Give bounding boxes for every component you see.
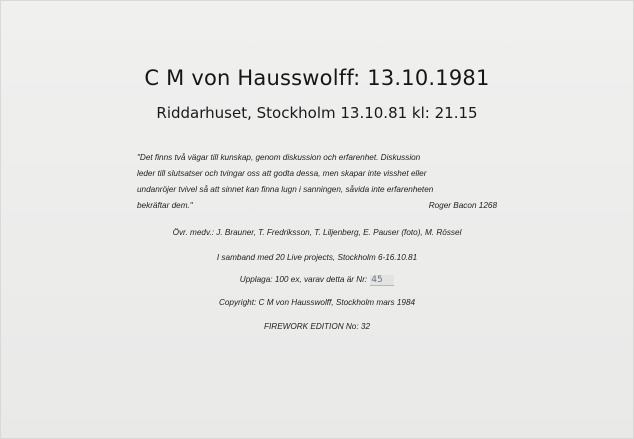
quote-block	[137, 150, 497, 214]
edition-line	[0, 275, 634, 286]
page-title: C M von Hausswolff: 13.10.1981	[144, 66, 490, 90]
quote-final-line	[137, 198, 497, 214]
edition-number: 45	[370, 275, 394, 286]
edition-label: Upplaga: 100 ex, varav detta är Nr:	[239, 275, 368, 284]
quote-attribution: Roger Bacon 1268	[428, 201, 497, 210]
quote-line: bekräftar dem."	[137, 201, 193, 210]
project-note: I samband med 20 Live projects, Stockholm 6-16.10.81	[216, 253, 418, 262]
quote-line: leder till slutsatser och tvingar oss att godta dessa, men skapar inte visshet eller	[137, 169, 427, 178]
event-subtitle: Riddarhuset, Stockholm 13.10.81 kl: 21.15	[156, 104, 478, 122]
publisher-line: FIREWORK EDITION No: 32	[264, 322, 370, 331]
credits-line: Övr. medv.: J. Brauner, T. Fredriksson, T. Liljenberg, E. Pauser (foto), M. Rössel	[172, 228, 462, 237]
quote-line: "Det finns två vägar till kunskap, genom diskussion och erfarenhet. Diskussion	[137, 153, 421, 162]
quote-line: undanröjer tvivel så att sinnet kan finna lugn i sanningen, såvida inte erfarenheten	[137, 185, 434, 194]
copyright-line: Copyright: C M von Hausswolff, Stockholm mars 1984	[218, 298, 416, 307]
